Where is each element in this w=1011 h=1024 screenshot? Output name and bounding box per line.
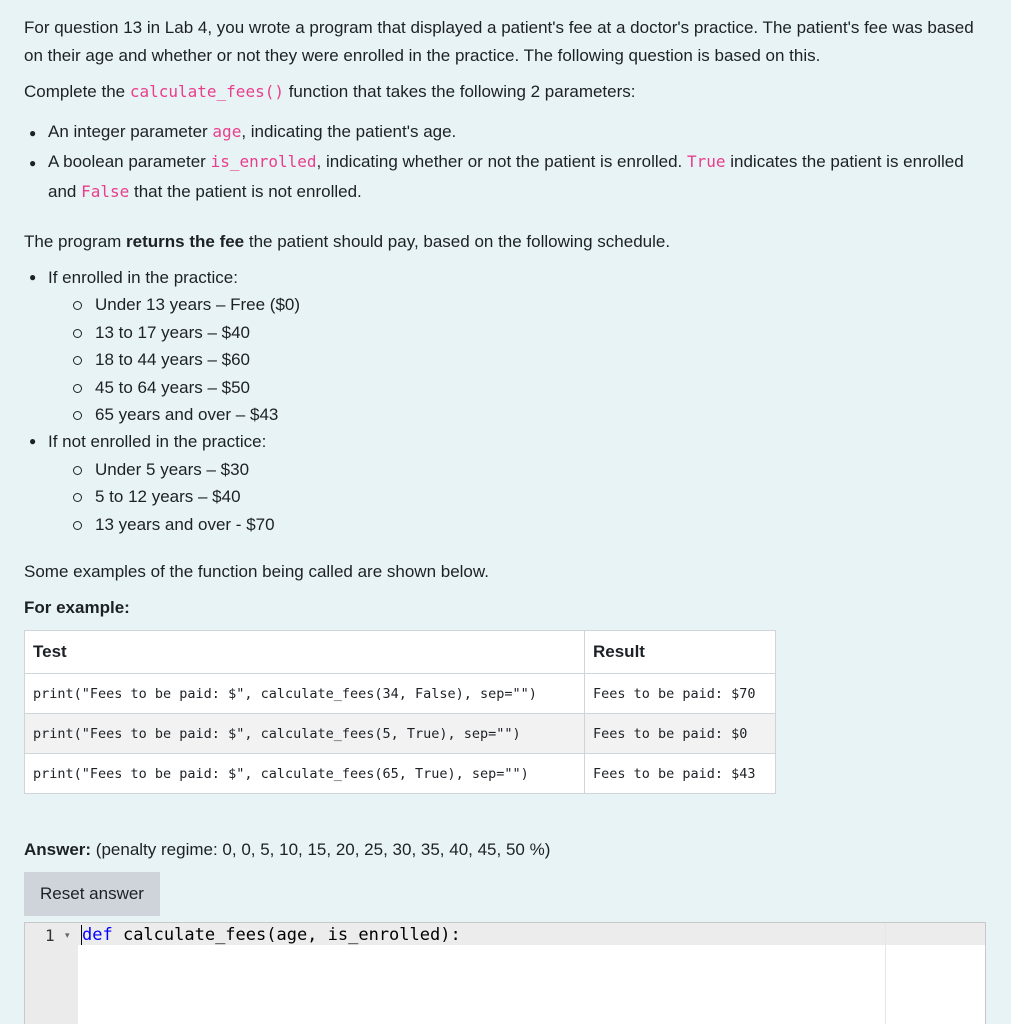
code-text: calculate_fees(age, is_enrolled): bbox=[112, 925, 461, 945]
fold-arrow-icon[interactable]: ▾ bbox=[65, 930, 70, 940]
fee-schedule bbox=[24, 264, 300, 538]
param-code: age bbox=[212, 122, 242, 141]
param-code: is_enrolled bbox=[210, 152, 317, 171]
not-enrolled-fees bbox=[48, 456, 300, 538]
examples-table bbox=[24, 630, 776, 794]
code-line[interactable] bbox=[82, 925, 461, 945]
table-header-row bbox=[25, 631, 776, 674]
header-test: Test bbox=[25, 631, 585, 674]
program-bold: returns the fee bbox=[126, 232, 245, 251]
line-number: 1 bbox=[45, 926, 55, 945]
penalty-regime: (penalty regime: 0, 0, 5, 10, 15, 20, 25, 30, 35, 40, 45, 50 %) bbox=[91, 840, 551, 859]
editor-gutter bbox=[25, 923, 78, 1024]
fee-item: 13 years and over - $70 bbox=[48, 511, 300, 538]
fee-item: 65 years and over – $43 bbox=[48, 401, 300, 428]
fee-item: 5 to 12 years – $40 bbox=[48, 483, 300, 510]
schedule-not-enrolled bbox=[24, 428, 300, 538]
examples-text: Some examples of the function being called are shown below. bbox=[24, 562, 489, 581]
param-text: An integer parameter bbox=[48, 122, 213, 141]
program-description bbox=[24, 229, 670, 255]
table-row bbox=[25, 754, 776, 794]
result-cell: Fees to be paid: $70 bbox=[585, 674, 776, 714]
complete-post: function that takes the following 2 parameters: bbox=[283, 82, 636, 101]
program-text: The program bbox=[24, 232, 127, 251]
code-editor[interactable] bbox=[24, 922, 986, 1024]
param-text: , indicating the patient's age. bbox=[241, 122, 457, 141]
text-cursor bbox=[81, 925, 82, 945]
parameter-is-enrolled bbox=[24, 147, 989, 207]
result-cell: Fees to be paid: $0 bbox=[585, 714, 776, 754]
fee-item: Under 5 years – $30 bbox=[48, 456, 300, 483]
function-name-code: calculate_fees() bbox=[129, 82, 284, 101]
table-row bbox=[25, 674, 776, 714]
test-cell: print("Fees to be paid: $", calculate_fees(34, False), sep="") bbox=[25, 674, 585, 714]
schedule-label: If not enrolled in the practice: bbox=[48, 432, 267, 452]
schedule-enrolled bbox=[24, 264, 300, 428]
fee-item: Under 13 years – Free ($0) bbox=[48, 291, 300, 318]
true-code: True bbox=[686, 152, 726, 171]
param-text: that the patient is not enrolled. bbox=[129, 182, 362, 201]
complete-pre: Complete the bbox=[24, 82, 130, 101]
for-example-heading: For example: bbox=[24, 598, 130, 617]
parameter-list bbox=[24, 117, 989, 207]
fee-item: 18 to 44 years – $60 bbox=[48, 346, 300, 373]
fee-item: 45 to 64 years – $50 bbox=[48, 374, 300, 401]
question-intro: For question 13 in Lab 4, you wrote a program that displayed a patient's fee at a doctor's practice. The patient's fee was based on their age and whether or not they were enrolled in the practice. The following question is based on this. bbox=[24, 18, 974, 65]
result-cell: Fees to be paid: $43 bbox=[585, 754, 776, 794]
test-cell: print("Fees to be paid: $", calculate_fees(5, True), sep="") bbox=[25, 714, 585, 754]
header-result: Result bbox=[585, 631, 776, 674]
table-row bbox=[25, 714, 776, 754]
print-margin bbox=[885, 923, 886, 1024]
fee-item: 13 to 17 years – $40 bbox=[48, 319, 300, 346]
param-text: A boolean parameter bbox=[48, 152, 211, 171]
answer-heading: Answer: bbox=[24, 840, 92, 859]
reset-answer-button[interactable]: Reset answer bbox=[24, 872, 160, 916]
false-code: False bbox=[81, 182, 130, 201]
param-text: , indicating whether or not the patient is enrolled. bbox=[316, 152, 687, 171]
enrolled-fees bbox=[48, 291, 300, 428]
schedule-label: If enrolled in the practice: bbox=[48, 268, 238, 287]
keyword-def: def bbox=[82, 925, 113, 945]
answer-label bbox=[24, 837, 550, 863]
parameter-age bbox=[24, 117, 989, 147]
param-text: indicates the patient is enrolled and bbox=[48, 152, 964, 201]
complete-instruction bbox=[24, 79, 636, 105]
test-cell: print("Fees to be paid: $", calculate_fees(65, True), sep="") bbox=[25, 754, 585, 794]
program-text: the patient should pay, based on the following schedule. bbox=[244, 232, 671, 251]
